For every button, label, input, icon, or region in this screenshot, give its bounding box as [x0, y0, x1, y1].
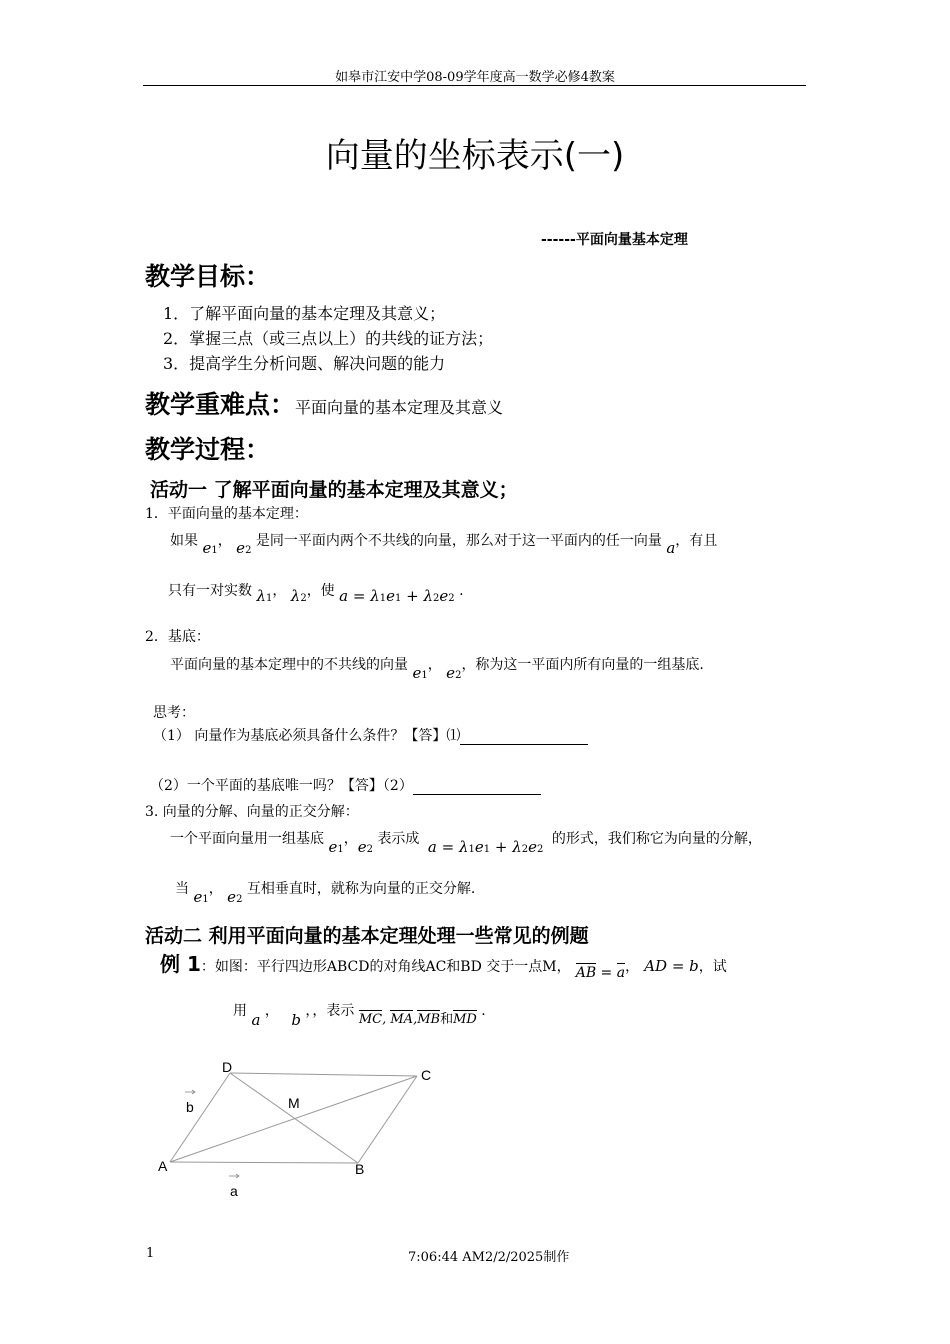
diagonal-bd: [230, 1073, 358, 1163]
question-2-text: （2）一个平面的基底唯一吗？【答】（2）: [150, 778, 413, 794]
vector-a-label: a: [230, 1183, 238, 1199]
theorem-line-1: 如果 e1， e2 是同一平面内两个不共线的向量，那么对于这一平面内的任一向量 a，有且: [170, 533, 718, 557]
edge-dc: [230, 1073, 417, 1076]
orth-text-a: 当: [175, 881, 189, 897]
page-number: 1: [146, 1246, 155, 1261]
page-subtitle: ------平面向量基本定理: [541, 232, 688, 248]
example-1-task: 用 a ， b ，，表示 MC, MA,MB和MD .: [233, 1003, 486, 1029]
example-text: ：如图：平行四边形ABCD的对角线AC和BD 交于一点M，: [200, 959, 571, 975]
think-label: 思考：: [153, 705, 195, 721]
task-text-b: ，表示: [312, 1003, 355, 1019]
point-c-label: C: [421, 1067, 432, 1083]
theorem-text-a: 如果: [170, 533, 198, 549]
header-rule: [143, 85, 806, 86]
example-label: 例 1: [160, 952, 201, 976]
question-2: [150, 775, 541, 795]
example-1: 例 1：如图：平行四边形ABCD的对角线AC和BD 交于一点M， AB = a， AD = b，试: [160, 952, 727, 981]
a-symbol: a: [666, 539, 676, 557]
answer-blank-2[interactable]: [413, 780, 541, 795]
edge-ad: [170, 1073, 230, 1162]
edge-ab: [170, 1162, 358, 1163]
question-1: [153, 725, 588, 745]
theorem-text-b: 是同一平面内两个不共线的向量，那么对于这一平面内的任一向量: [255, 533, 662, 549]
goal-item-1: 1．了解平面向量的基本定理及其意义；: [163, 304, 446, 323]
decomposition-formula: a = λ1e1 + λ2e2: [339, 587, 455, 605]
process-heading: 教学过程：: [145, 435, 271, 464]
theorem-line-2: 只有一对实数 λ1， λ2，使 a = λ1e1 + λ2e2 .: [168, 583, 464, 605]
orth-text-b: 互相垂直时，就称为向量的正交分解.: [246, 881, 476, 897]
basis-text-b: ，称为这一平面内所有向量的一组基底.: [461, 657, 704, 673]
ad-equals-b: AD = b: [644, 957, 699, 975]
s3-label: 3. 向量的分解、向量的正交分解：: [145, 804, 359, 820]
orthogonal-line: 当 e1， e2 互相垂直时，就称为向量的正交分解.: [175, 881, 476, 906]
key-points: [145, 385, 503, 421]
decomp-text-c: 的形式，我们称它为向量的分解，: [551, 831, 762, 847]
theorem-text-c: ，有且: [675, 533, 718, 549]
basis-text-a: 平面向量的基本定理中的不共线的向量: [170, 657, 408, 673]
diagonal-ac: [170, 1076, 417, 1162]
activity2-heading: 活动二 利用平面向量的基本定理处理一些常见的例题: [145, 925, 589, 947]
e1-symbol: e1: [412, 664, 428, 682]
target-vectors: MC, MA,MB和MD: [358, 1012, 477, 1027]
point-d-label: D: [222, 1059, 233, 1075]
question-1-text: （1） 向量作为基底必须具备什么条件？【答】⑴: [153, 728, 461, 744]
s1-label: 1．平面向量的基本定理：: [145, 506, 308, 522]
decomp-text-b: 表示成: [377, 831, 420, 847]
goal-item-3: 3．提高学生分析问题、解决问题的能力: [163, 354, 446, 373]
theorem-text-d: 只有一对实数: [168, 583, 252, 599]
task-text-a: 用: [233, 1003, 247, 1019]
e1-symbol: e1: [328, 838, 344, 856]
e1-symbol: e1: [202, 539, 218, 557]
decomposition-formula: a = λ1e1 + λ2e2: [427, 838, 544, 856]
ab-equals-a: AB = a: [575, 965, 626, 981]
a-symbol: a: [251, 1011, 261, 1029]
point-m-label: M: [288, 1095, 300, 1111]
e2-symbol: e2: [227, 888, 243, 906]
goals-heading: 教学目标：: [145, 262, 271, 291]
edge-cb: [358, 1076, 417, 1163]
b-symbol: b: [291, 1011, 301, 1029]
goal-item-2: 2．掌握三点（或三点以上）的共线的证方法；: [163, 329, 494, 348]
e2-symbol: e2: [357, 838, 373, 856]
answer-blank-1[interactable]: [460, 730, 588, 745]
lambda1-symbol: λ1: [256, 587, 273, 605]
s2-label: 2．基底：: [145, 629, 210, 645]
theorem-text-e: ，使: [306, 583, 335, 599]
decomp-text-a: 一个平面向量用一组基底: [170, 831, 324, 847]
example-text-2: ，试: [698, 959, 727, 975]
page-header: 如皋市江安中学08-09学年度高一数学必修4教案: [335, 70, 615, 85]
basis-line: 平面向量的基本定理中的不共线的向量 e1， e2，称为这一平面内所有向量的一组基底.: [170, 657, 704, 682]
e2-symbol: e2: [236, 539, 252, 557]
e1-symbol: e1: [193, 888, 209, 906]
page-title: 向量的坐标表示(一): [325, 136, 625, 176]
e2-symbol: e2: [446, 664, 462, 682]
footer-stamp: 7:06:44 AM2/2/2025制作: [408, 1250, 570, 1265]
point-b-label: B: [355, 1161, 365, 1177]
key-text: 平面向量的基本定理及其意义: [295, 398, 504, 417]
parallelogram-figure: [140, 1050, 460, 1210]
and-text: 和: [440, 1012, 454, 1027]
key-heading: 教学重难点：: [145, 390, 296, 419]
lambda2-symbol: λ2: [290, 587, 307, 605]
activity1-heading: 活动一 了解平面向量的基本定理及其意义；: [150, 479, 518, 501]
decomposition-line: 一个平面向量用一组基底 e1，e2 表示成 a = λ1e1 + λ2e2 的形式，我们称它为向量的分解，: [170, 831, 762, 856]
vector-b-label: b: [186, 1099, 194, 1115]
point-a-label: A: [158, 1158, 168, 1174]
